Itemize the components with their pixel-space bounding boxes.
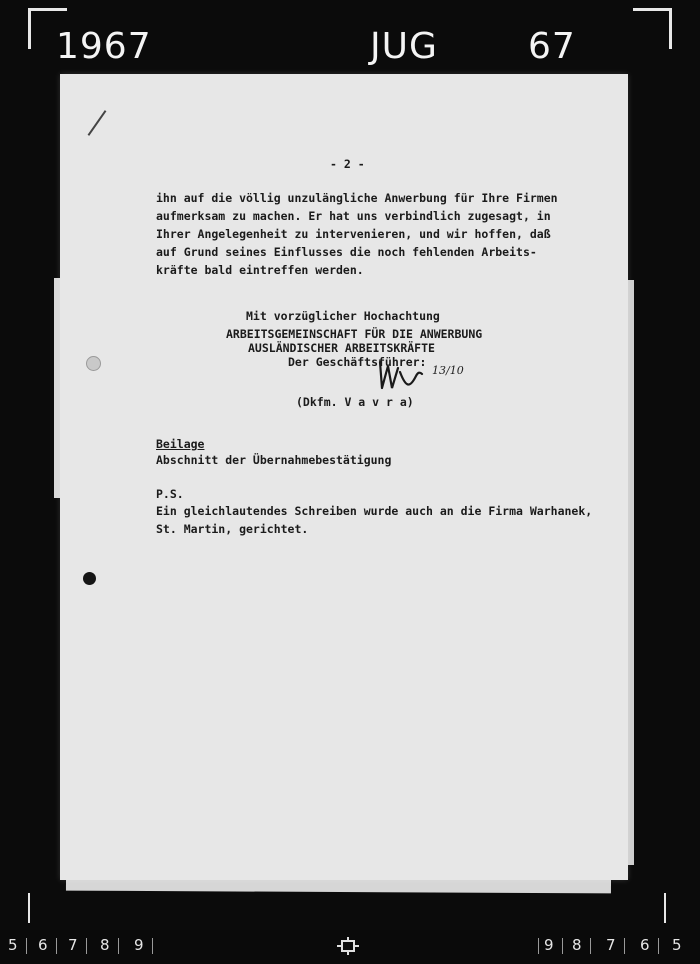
postscript-line-2: St. Martin, gerichtet.: [156, 522, 309, 536]
body-line-3: Ihrer Angelegenheit zu intervenieren, und wir hoffen, daß: [156, 227, 551, 241]
postscript-line-1: Ein gleichlautendes Schreiben wurde auch an die Firma Warhanek,: [156, 504, 593, 518]
body-line-2: aufmerksam zu machen. Er hat uns verbindlich zugesagt, in: [156, 209, 551, 223]
punch-hole-lower: [83, 572, 96, 585]
frame-number-left: 5: [8, 936, 18, 954]
separator: [590, 938, 591, 954]
separator: [538, 938, 539, 954]
signatory-role: Der Geschäftsführer:: [288, 355, 427, 369]
separator: [56, 938, 57, 954]
enclosure-heading: Beilage: [156, 437, 205, 451]
body-line-5: kräfte bald eintreffen werden.: [156, 263, 364, 277]
frame-number-right: 7: [606, 936, 616, 954]
punch-hole-upper: [86, 356, 101, 371]
separator: [152, 938, 153, 954]
postscript-label: P.S.: [156, 487, 184, 501]
film-center-mark-icon: [336, 936, 360, 956]
film-year: 1967: [56, 26, 152, 67]
frame-number-right: 6: [640, 936, 650, 954]
organization-line-2: AUSLÄNDISCHER ARBEITSKRÄFTE: [248, 341, 435, 355]
separator: [118, 938, 119, 954]
separator: [624, 938, 625, 954]
page-number: - 2 -: [330, 157, 365, 171]
separator: [658, 938, 659, 954]
signatory-name: (Dkfm. V a v r a): [296, 395, 414, 409]
film-code: JUG: [370, 26, 438, 67]
body-line-1: ihn auf die völlig unzulängliche Anwerbung für Ihre Firmen: [156, 191, 558, 205]
enclosure-text: Abschnitt der Übernahmebestätigung: [156, 453, 392, 467]
closing-greeting: Mit vorzüglicher Hochachtung: [246, 309, 440, 323]
organization-line-1: ARBEITSGEMEINSCHAFT FÜR DIE ANWERBUNG: [226, 327, 483, 341]
signature-date-note: 13/10: [432, 364, 464, 377]
separator: [86, 938, 87, 954]
frame-number-right: 9: [544, 936, 554, 954]
separator: [26, 938, 27, 954]
frame-number-left: 9: [134, 936, 144, 954]
frame-number-right: 5: [672, 936, 682, 954]
frame-number-left: 8: [100, 936, 110, 954]
frame-number-right: 8: [572, 936, 582, 954]
film-frame-number: 67: [528, 26, 576, 67]
frame-number-left: 7: [68, 936, 78, 954]
frame-number-left: 6: [38, 936, 48, 954]
body-line-4: auf Grund seines Einflusses die noch fehlenden Arbeits-: [156, 245, 537, 259]
handwritten-signature: [376, 358, 428, 394]
separator: [562, 938, 563, 954]
